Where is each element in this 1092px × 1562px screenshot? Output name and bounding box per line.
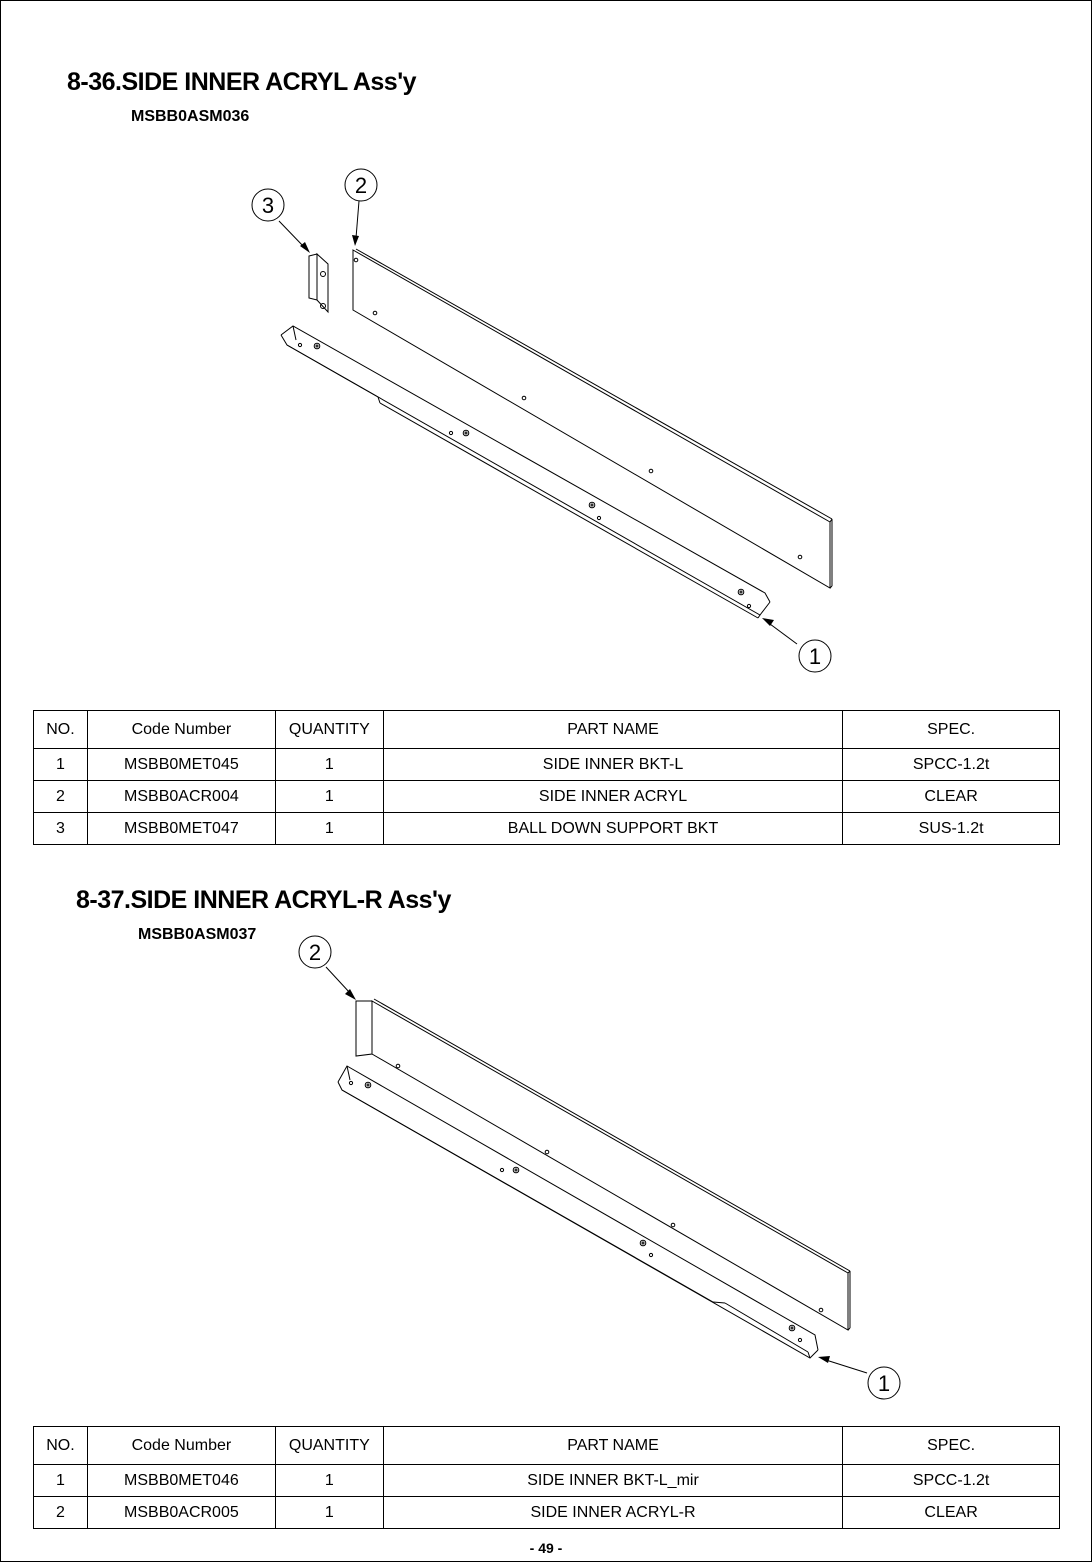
exploded-drawing-8-36 [240,165,880,680]
cell-spec: CLEAR [843,781,1060,813]
table-header-row [34,711,1060,749]
ball-down-support-bracket [309,254,328,312]
header-part-name: PART NAME [383,711,842,749]
cell-quantity: 1 [275,1465,383,1497]
cell-no: 3 [34,813,88,845]
side-inner-bracket-rail [281,326,770,618]
table-row [34,749,1060,781]
callout-label-2: 2 [354,173,368,198]
cell-code-number: MSBB0MET047 [87,813,275,845]
cell-no: 2 [34,781,88,813]
table-header-row [34,1427,1060,1465]
header-quantity: QUANTITY [275,1427,383,1465]
header-code-number: Code Number [87,711,275,749]
table-row [34,1497,1060,1529]
header-part-name: PART NAME [383,1427,842,1465]
exploded-drawing-8-37 [290,930,910,1405]
cell-spec: SUS-1.2t [843,813,1060,845]
side-inner-acryl-panel [353,249,832,588]
cell-code-number: MSBB0ACR005 [87,1497,275,1529]
callout-label-1: 1 [877,1371,891,1396]
section-title-8-37: 8-37.SIDE INNER ACRYL-R Ass'y [76,886,451,914]
cell-quantity: 1 [275,749,383,781]
header-spec: SPEC. [843,711,1060,749]
cell-no: 1 [34,1465,88,1497]
header-spec: SPEC. [843,1427,1060,1465]
assembly-code-8-37: MSBB0ASM037 [138,926,257,943]
section-title-8-36: 8-36.SIDE INNER ACRYL Ass'y [67,68,417,96]
assembly-code-8-36: MSBB0ASM036 [131,108,250,125]
cell-part-name: SIDE INNER BKT-L [383,749,842,781]
cell-quantity: 1 [275,813,383,845]
cell-no: 2 [34,1497,88,1529]
cell-part-name: SIDE INNER ACRYL [383,781,842,813]
cell-code-number: MSBB0MET046 [87,1465,275,1497]
parts-table-8-37 [33,1426,1060,1529]
cell-code-number: MSBB0ACR004 [87,781,275,813]
cell-part-name: SIDE INNER ACRYL-R [383,1497,842,1529]
cell-spec: SPCC-1.2t [843,1465,1060,1497]
callout-label-2: 2 [308,940,322,965]
callout-label-3: 3 [261,193,275,218]
cell-no: 1 [34,749,88,781]
parts-table-8-36 [33,710,1060,845]
table-row [34,813,1060,845]
cell-spec: SPCC-1.2t [843,749,1060,781]
header-code-number: Code Number [87,1427,275,1465]
header-quantity: QUANTITY [275,711,383,749]
header-no: NO. [34,1427,88,1465]
cell-quantity: 1 [275,1497,383,1529]
callout-label-1: 1 [808,644,822,669]
cell-quantity: 1 [275,781,383,813]
table-row [34,781,1060,813]
cell-code-number: MSBB0MET045 [87,749,275,781]
cell-spec: CLEAR [843,1497,1060,1529]
table-row [34,1465,1060,1497]
cell-part-name: BALL DOWN SUPPORT BKT [383,813,842,845]
header-no: NO. [34,711,88,749]
page-number: - 49 - [529,1540,563,1556]
side-inner-acryl-r-panel [356,999,850,1330]
cell-part-name: SIDE INNER BKT-L_mir [383,1465,842,1497]
